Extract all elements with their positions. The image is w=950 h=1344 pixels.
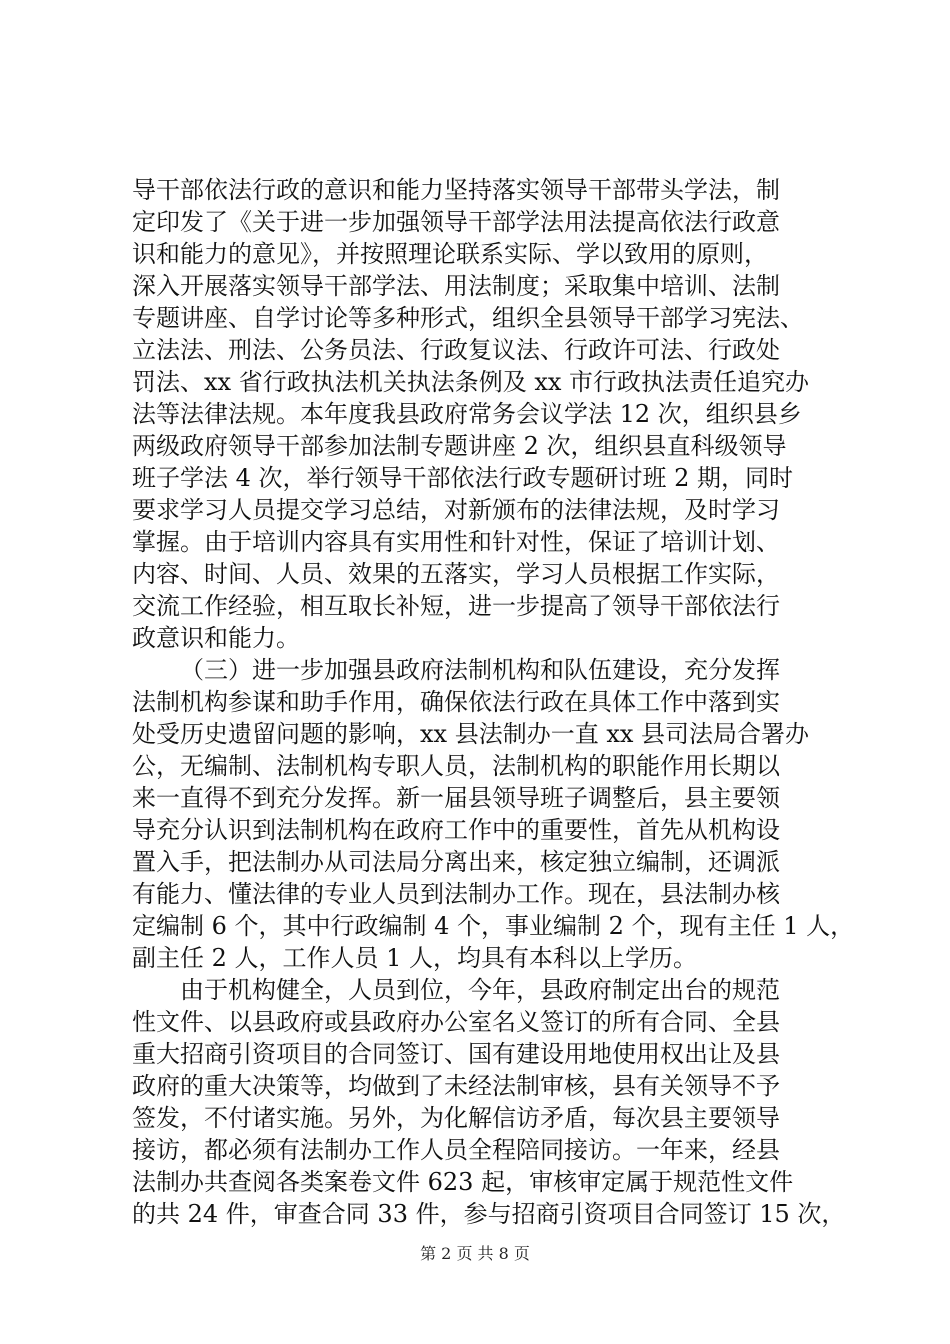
text-line: 法制机构参谋和助手作用，确保依法行政在具体工作中落到实: [132, 688, 780, 716]
text-line: 内容、时间、人员、效果的五落实，学习人员根据工作实际，: [132, 560, 780, 588]
text-line: 立法法、刑法、公务员法、行政复议法、行政许可法、行政处: [132, 336, 780, 364]
text-line: 要求学习人员提交学习总结，对新颁布的法律法规，及时学习: [132, 496, 780, 524]
text-line: 导干部依法行政的意识和能力坚持落实领导干部带头学法，制: [132, 176, 780, 204]
text-line: 的共 24 件，审查合同 33 件，参与招商引资项目合同签订 15 次，: [132, 1200, 846, 1228]
text-line: 掌握。由于培训内容具有实用性和针对性，保证了培训计划、: [132, 528, 780, 556]
text-line: 接访，都必须有法制办工作人员全程陪同接访。一年来，经县: [132, 1136, 780, 1164]
text-line: 两级政府领导干部参加法制专题讲座 2 次，组织县直科级领导: [132, 432, 787, 460]
text-line: 政府的重大决策等，均做到了未经法制审核，县有关领导不予: [132, 1072, 780, 1100]
text-line: 签发，不付诸实施。另外，为化解信访矛盾，每次县主要领导: [132, 1104, 780, 1132]
text-line: 有能力、懂法律的专业人员到法制办工作。现在，县法制办核: [132, 880, 780, 908]
text-line: 性文件、以县政府或县政府办公室名义签订的所有合同、全县: [132, 1008, 780, 1036]
text-line: 定编制 6 个，其中行政编制 4 个，事业编制 2 个，现有主任 1 人，: [132, 912, 855, 940]
text-line: 班子学法 4 次，举行领导干部依法行政专题研讨班 2 期，同时: [132, 464, 794, 492]
text-line: 处受历史遗留问题的影响，xx 县法制办一直 xx 县司法局合署办: [132, 720, 810, 748]
text-line: 罚法、xx 省行政执法机关执法条例及 xx 市行政执法责任追究办: [132, 368, 810, 396]
page-number-footer: 第 2 页 共 8 页: [420, 1244, 530, 1263]
text-line: 专题讲座、自学讨论等多种形式，组织全县领导干部学习宪法、: [132, 304, 804, 332]
text-line: 重大招商引资项目的合同签订、国有建设用地使用权出让及县: [132, 1040, 780, 1068]
document-body: [132, 174, 855, 1230]
text-line: 定印发了《关于进一步加强领导干部学法用法提高依法行政意: [132, 208, 780, 236]
text-line: 政意识和能力。: [132, 624, 300, 652]
text-line: 法等法律法规。本年度我县政府常务会议学法 12 次，组织县乡: [132, 400, 802, 428]
text-line: 法制办共查阅各类案卷文件 623 起，审核审定属于规范性文件: [132, 1168, 794, 1196]
text-line: 导充分认识到法制机构在政府工作中的重要性，首先从机构设: [132, 816, 780, 844]
text-line: 识和能力的意见》，并按照理论联系实际、学以致用的原则，: [132, 240, 768, 268]
text-line: 交流工作经验，相互取长补短，进一步提高了领导干部依法行: [132, 592, 780, 620]
paragraph-start-line: 由于机构健全，人员到位，今年，县政府制定出台的规范: [180, 976, 780, 1004]
text-line: 公，无编制、法制机构专职人员，法制机构的职能作用长期以: [132, 752, 780, 780]
text-line: 深入开展落实领导干部学法、用法制度；采取集中培训、法制: [132, 272, 780, 300]
paragraph-start-line: （三）进一步加强县政府法制机构和队伍建设，充分发挥: [180, 656, 780, 684]
text-line: 副主任 2 人，工作人员 1 人，均具有本科以上学历。: [132, 944, 698, 972]
text-line: 置入手，把法制办从司法局分离出来，核定独立编制，还调派: [132, 848, 780, 876]
text-line: 来一直得不到充分发挥。新一届县领导班子调整后，县主要领: [132, 784, 780, 812]
